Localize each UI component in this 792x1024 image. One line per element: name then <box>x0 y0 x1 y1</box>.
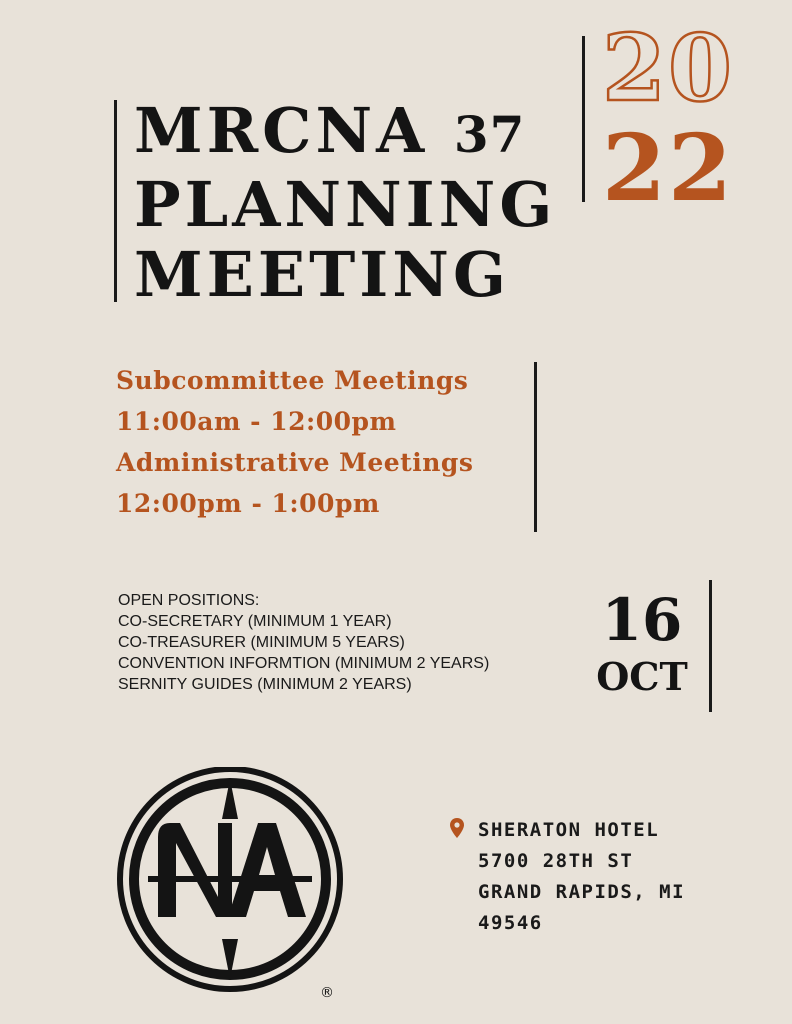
year-second-half: 22 <box>602 114 735 222</box>
address-line: GRAND RAPIDS, MI <box>478 881 686 903</box>
schedule-line: Administrative Meetings <box>116 448 474 477</box>
position-item: CONVENTION INFORMTION (MINIMUM 2 YEARS) <box>118 655 490 672</box>
event-date <box>586 588 698 702</box>
na-logo <box>114 767 350 1003</box>
page-title <box>134 96 556 310</box>
title-number: 37 <box>453 105 526 164</box>
year-first-half: 20 <box>602 14 735 122</box>
year-divider <box>582 36 585 202</box>
schedule <box>116 360 473 524</box>
open-positions <box>118 590 489 695</box>
title-line-2: PLANNING <box>134 168 557 241</box>
schedule-line: 12:00pm - 1:00pm <box>116 489 380 518</box>
address-line: 49546 <box>478 912 543 934</box>
title-line-1: MRCNA <box>134 94 429 167</box>
position-item: CO-SECRETARY (MINIMUM 1 YEAR) <box>118 613 392 630</box>
address-line: SHERATON HOTEL <box>478 819 660 841</box>
title-line-3: MEETING <box>134 238 510 311</box>
title-divider <box>114 100 117 302</box>
schedule-divider <box>534 362 537 532</box>
positions-heading: OPEN POSITIONS: <box>118 592 260 609</box>
venue-address <box>478 815 685 939</box>
position-item: SERNITY GUIDES (MINIMUM 2 YEARS) <box>118 676 412 693</box>
date-divider <box>709 580 712 712</box>
year <box>602 14 735 222</box>
registered-mark: ® <box>320 985 334 1001</box>
schedule-line: Subcommittee Meetings <box>116 366 469 395</box>
location-pin-icon <box>450 818 464 838</box>
address-line: 5700 28TH ST <box>478 850 634 872</box>
date-day: 16 <box>601 586 683 654</box>
position-item: CO-TREASURER (MINIMUM 5 YEARS) <box>118 634 405 651</box>
schedule-line: 11:00am - 12:00pm <box>116 407 397 436</box>
date-month: OCT <box>596 654 688 699</box>
